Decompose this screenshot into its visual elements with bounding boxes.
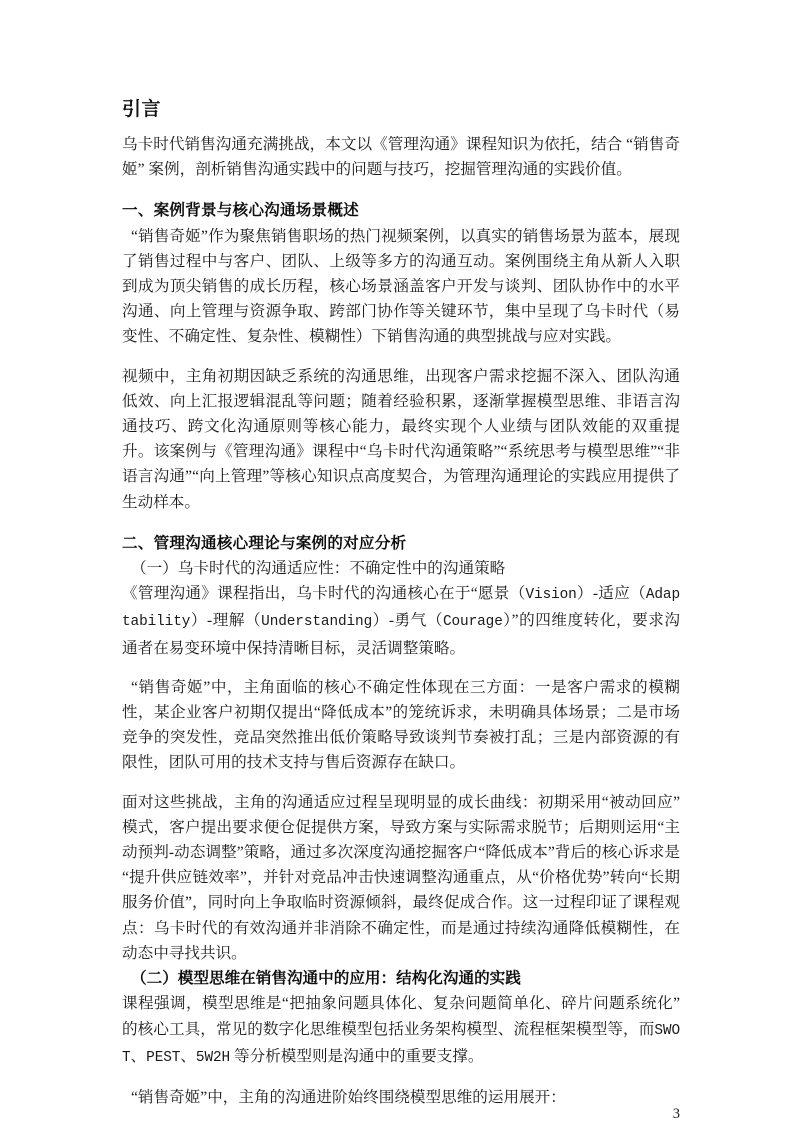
sub-two-p1-post: 等分析模型则是沟通中的重要支撑。 — [230, 1047, 484, 1065]
sub-two-p1-pre: 课程强调，模型思维是“把抽象问题具体化、复杂问题简单化、碎片问题系统化”的核心工具，常见的数字化思维模型包括业务架构模型、流程框架模型等，而 — [122, 995, 680, 1038]
page-title: 引言 — [122, 99, 162, 120]
sub-one-p1-post: ）”的四维度转化，要求沟通者在易变环境中保持清晰目标，灵活调整策略。 — [122, 612, 680, 657]
intro-paragraph: 乌卡时代销售沟通充满挑战，本文以《管理沟通》课程知识为依托，结合 “销售奇姬” 案例，剖析销售沟通实践中的问题与技巧，挖掘管理沟通的实践价值。 — [122, 136, 680, 179]
page-content — [122, 96, 680, 1122]
term-pest: PEST — [146, 1049, 181, 1066]
sub-one-p1-mid-1: ）-适应（ — [576, 585, 646, 603]
sub-one-p1-mid-2: ）-理解（ — [190, 612, 262, 630]
subsection-one-paragraph-2: “销售奇姬”中，主角面临的核心不确定性体现在三方面：一是客户需求的模糊性，某企业客户初期仅提出“降低成本”的笼统诉求，未明确具体场景；二是市场竞争的突发性，竞品突然推出低价策略导致谈判节奏被打乱；三是内部资源的有限性，团队可用的技术支持与售后资源存在缺口。 — [122, 678, 680, 772]
subsection-two-heading: （二）模型思维在销售沟通中的应用：结构化沟通的实践 — [131, 970, 521, 988]
term-vision: Vision — [525, 587, 577, 604]
subsection-two-paragraph-1 — [122, 991, 680, 1071]
sub-one-p1-pre: 《管理沟通》课程指出，乌卡时代的沟通核心在于“愿景（ — [122, 585, 526, 603]
sub-one-p1-mid-3: ）-勇气（ — [372, 612, 443, 630]
sub-two-p1-mid-2: 、 — [180, 1047, 196, 1065]
page-number: 3 — [672, 1106, 680, 1122]
section-two-heading: 二、管理沟通核心理论与案例的对应分析 — [122, 534, 407, 552]
section-one — [122, 198, 680, 514]
section-two — [122, 531, 680, 1110]
subsection-one-paragraph-1 — [122, 581, 680, 661]
term-courage: Courage — [442, 614, 503, 631]
term-understanding: Understanding — [261, 614, 373, 631]
term-adaptability: Adaptability — [122, 587, 680, 631]
subsection-one-paragraph-3: 面对这些挑战，主角的沟通适应过程呈现明显的成长曲线：初期采用“被动回应”模式，客户提出要求便仓促提供方案，导致方案与实际需求脱节；后期则运用“主动预判-动态调整”策略，通过多次深度沟通挖掘客户“降低成本”背后的核心诉求是“提升供应链效率”，并针对竞品冲击快速调整沟通重点，从“价格优势”转向“长期服务价值”，同时向上争取临时资源倾斜，最终促成合作。这一过程印证了课程观点：乌卡时代的有效沟通并非消除不确定性，而是通过持续沟通降低模糊性，在动态中寻找共识。 — [122, 793, 680, 962]
section-one-paragraph-2: 视频中，主角初期因缺乏系统的沟通思维，出现客户需求挖掘不深入、团队沟通低效、向上汇报逻辑混乱等问题；随着经验积累，逐渐掌握模型思维、非语言沟通技巧、跨文化沟通原则等核心能力，最终实现个人业绩与团队效能的双重提升。该案例与《管理沟通》课程中“乌卡时代沟通策略”“系统思考与模型思维”“非语言沟通”“向上管理”等核心知识点高度契合，为管理沟通理论的实践应用提供了生动样本。 — [122, 367, 680, 511]
sub-two-p1-mid-1: 、 — [130, 1047, 147, 1065]
section-one-paragraph-1: “销售奇姬”作为聚焦销售职场的热门视频案例，以真实的销售场景为蓝本，展现了销售过程中与客户、团队、上级等多方的沟通互动。案例围绕主角从新人入职到成为顶尖销售的成长历程，核心场景涵盖客户开发与谈判、团队协作中的水平沟通、向上管理与资源争取、跨部门协作等关键环节，集中呈现了乌卡时代（易变性、不确定性、复杂性、模糊性）下销售沟通的典型挑战与应对实践。 — [122, 227, 680, 346]
subsection-two-paragraph-2: “销售奇姬”中，主角的沟通进阶始终围绕模型思维的运用展开： — [131, 1088, 566, 1106]
term-5w2h: 5W2H — [195, 1049, 231, 1066]
term-swot: SWOT — [122, 1022, 680, 1066]
section-one-heading: 一、案例背景与核心沟通场景概述 — [122, 202, 359, 220]
subsection-one-heading: （一）乌卡时代的沟通适应性：不确定性中的沟通策略 — [131, 560, 506, 578]
